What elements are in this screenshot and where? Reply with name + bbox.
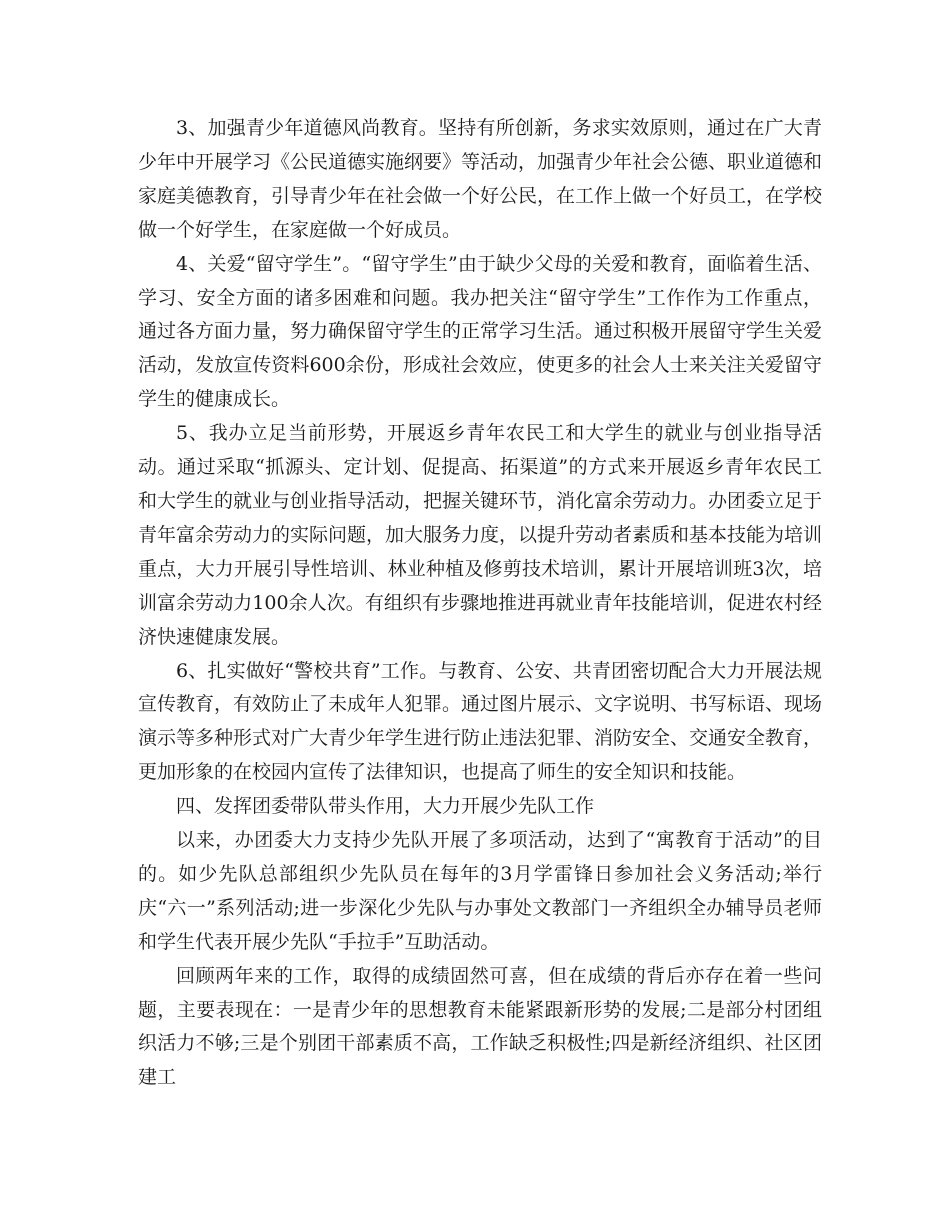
document-body [138, 112, 822, 1095]
paragraph-employment-guidance: 5、我办立足当前形势，开展返乡青年农民工和大学生的就业与创业指导活动。通过采取“抓源头、定计划、促提高、拓渠道”的方式来开展返乡青年农民工和大学生的就业与创业指导活动，把握关键环节，消化富余劳动力。办团委立足于青年富余劳动力的实际问题，加大服务力度，以提升劳动者素质和基本技能为培训重点，大力开展引导性培训、林业种植及修剪技术培训，累计开展培训班3次，培训富余劳动力100余人次。有组织有步骤地推进再就业青年技能培训，促进农村经济快速健康发展。 [138, 422, 823, 648]
paragraph-young-pioneer-activities: 以来，办团委大力支持少先队开展了多项活动，达到了“寓教育于活动”的目的。如少先队总部组织少先队员在每年的3月学雷锋日参加社会义务活动;举行庆“六一”系列活动;进一步深化少先队与办事处文教部门一齐组织全办辅导员老师和学生代表开展少先队“手拉手”互助活动。 [138, 829, 822, 953]
paragraph-police-school: 6、扎实做好“警校共育”工作。与教育、公安、共青团密切配合大力开展法规宣传教育，有效防止了未成年人犯罪。通过图片展示、文字说明、书写标语、现场演示等多种形式对广大青少年学生进行防止违法犯罪、消防安全、交通安全教育，更加形象的在校园内宣传了法律知识，也提高了师生的安全知识和技能。 [138, 659, 823, 784]
paragraph-left-behind-students: 4、关爱“留守学生”。“留守学生”由于缺少父母的关爱和教育，面临着生活、学习、安全方面的诸多困难和问题。我办把关注“留守学生”工作作为工作重点，通过各方面力量，努力确保留守学生的正常学习生活。通过积极开展留守学生关爱活动，发放宣传资料600余份，形成社会效应，使更多的社会人士来关注关爱留守学生的健康成长。 [138, 252, 823, 411]
paragraph-review-problems: 回顾两年来的工作，取得的成绩固然可喜，但在成绩的背后亦存在着一些问题，主要表现在：一是青少年的思想教育未能紧跟新形势的发展;二是部分村团组织活力不够;三是个别团干部素质不高，工作缺乏积极性;四是新经济组织、社区团建工 [138, 964, 822, 1089]
section-heading-young-pioneers: 四、发挥团委带队带头作用，大力开展少先队工作 [176, 795, 595, 818]
paragraph-moral-education: 3、加强青少年道德风尚教育。坚持有所创新，务求实效原则，通过在广大青少年中开展学习《公民道德实施纲要》等活动，加强青少年社会公德、职业道德和家庭美德教育，引导青少年在社会做一个好公民，在工作上做一个好员工，在学校做一个好学生，在家庭做一个好成员。 [138, 117, 823, 241]
